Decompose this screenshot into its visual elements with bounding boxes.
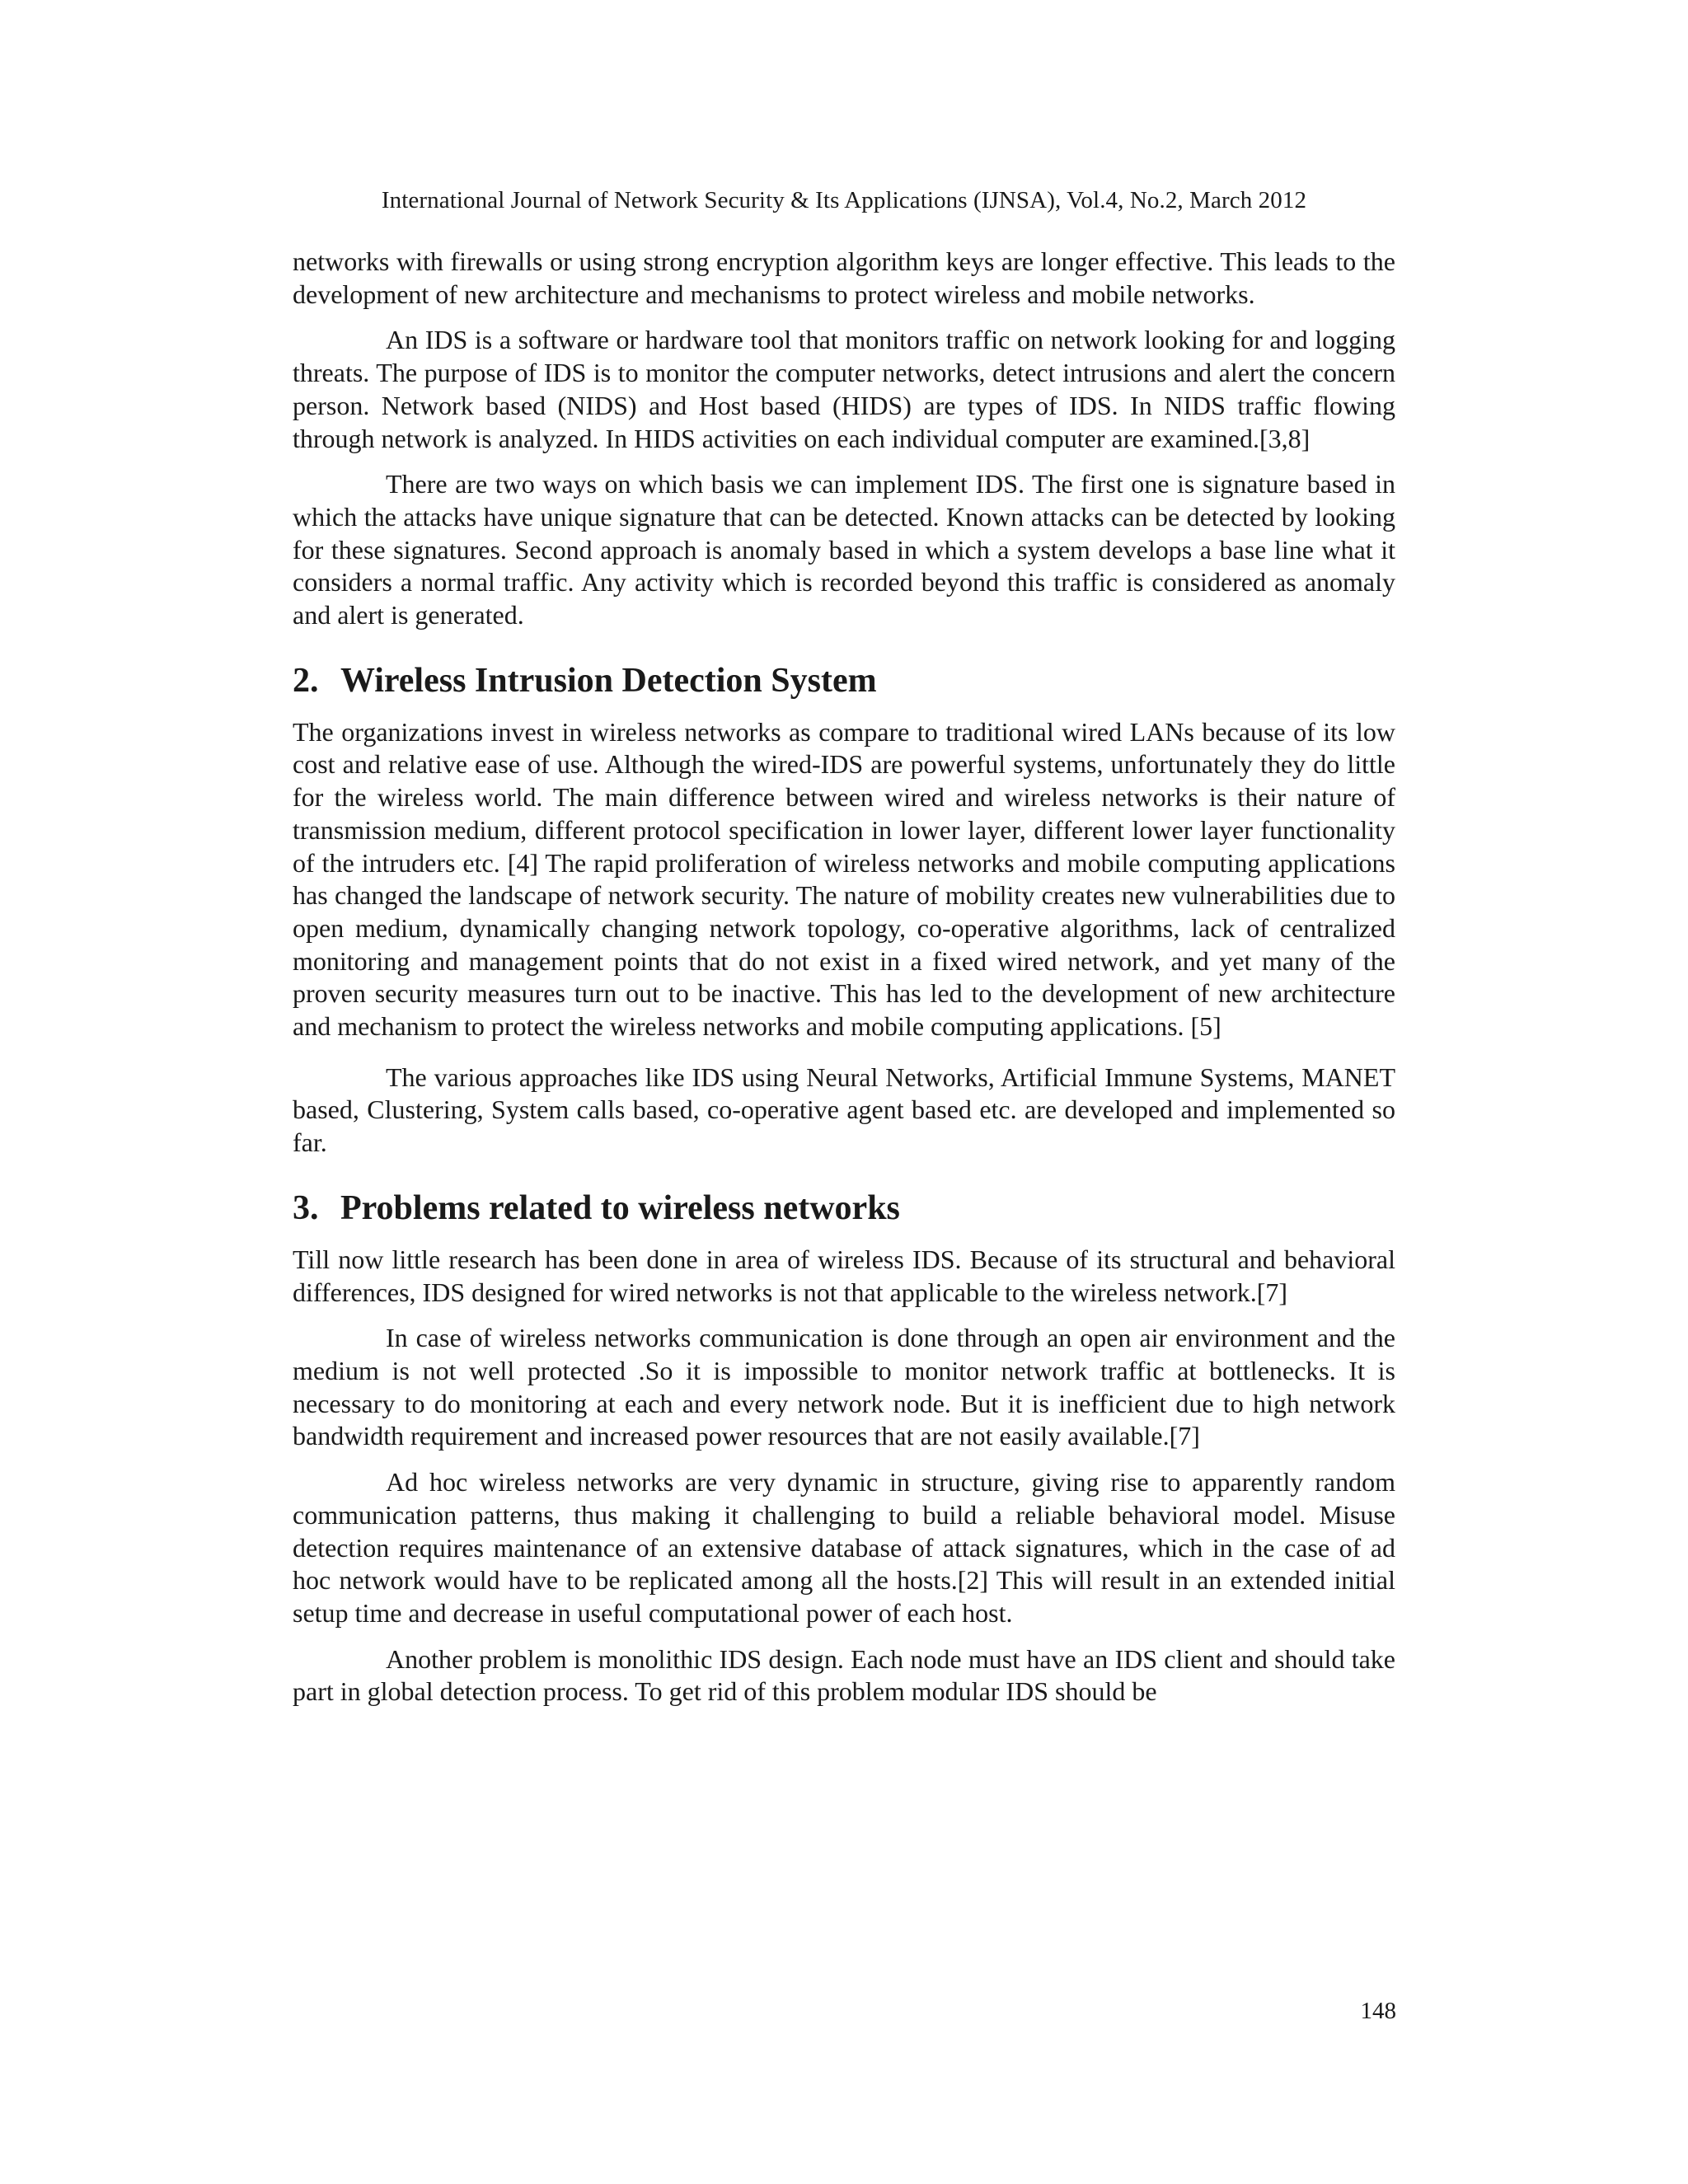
intro-paragraph-2: An IDS is a software or hardware tool that monitors traffic on network looking for and logging threats. The purpose of IDS is to monitor the computer networks, detect intrusions and alert the concern person. Network based (NIDS) and Host based (HIDS) are types of IDS. In NIDS traffic flowing through network is analyzed. In HIDS activities on each individual computer are examined.[3,8]: [293, 325, 1395, 453]
running-header: International Journal of Network Security & Its Applications (IJNSA), Vol.4, No.2, March 2012: [381, 187, 1307, 213]
body-text: [293, 246, 1395, 1708]
section-2-heading: [293, 660, 1395, 701]
section-2-paragraph-1: The organizations invest in wireless networks as compare to traditional wired LANs because of its low cost and relative ease of use. Although the wired-IDS are powerful systems, unfortunately they do little for the wireless world. The main difference between wired and wireless networks is their nature of transmission medium, different protocol specification in lower layer, different lower layer functionality of the intruders etc. [4] The rapid proliferation of wireless networks and mobile computing applications has changed the landscape of network security. The nature of mobility creates new vulnerabilities due to open medium, dynamically changing network topology, co-operative algorithms, lack of centralized monitoring and management points that do not exist in a fixed wired network, and yet many of the proven security measures turn out to be inactive. This has led to the development of new architecture and mechanism to protect the wireless networks and mobile computing applications. [5]: [293, 716, 1395, 1042]
section-2-paragraph-2: The various approaches like IDS using Neural Networks, Artificial Immune Systems, MANET based, Clustering, System calls based, co-operative agent based etc. are developed and implemented so far.: [293, 1062, 1395, 1158]
section-3-paragraph-1: Till now little research has been done in area of wireless IDS. Because of its structural and behavioral differences, IDS designed for wired networks is not that applicable to the wireless network.[7]: [293, 1244, 1395, 1307]
section-3-title: Problems related to wireless networks: [340, 1188, 900, 1227]
intro-paragraph-3: There are two ways on which basis we can implement IDS. The first one is signature based in which the attacks have unique signature that can be detected. Known attacks can be detected by looking for these signatures. Second approach is anomaly based in which a system develops a base line what it considers a normal traffic. Any activity which is recorded beyond this traffic is considered as anomaly and alert is generated.: [293, 469, 1395, 630]
section-2-number: 2.: [293, 661, 319, 700]
section-3-paragraph-3: Ad hoc wireless networks are very dynamic in structure, giving rise to apparently random communication patterns, thus making it challenging to build a reliable behavioral model. Misuse detection requires maintenance of an extensive database of attack signatures, which in the case of ad hoc network would have to be replicated among all the hosts.[2] This will result in an extended initial setup time and decrease in useful computational power of each host.: [293, 1467, 1395, 1628]
section-3-heading: [293, 1188, 1395, 1229]
page-number: 148: [1360, 1998, 1396, 2024]
section-3-paragraph-4: Another problem is monolithic IDS design. Each node must have an IDS client and should take part in global detection process. To get rid of this problem modular IDS should be: [293, 1643, 1395, 1707]
section-2-title: Wireless Intrusion Detection System: [340, 661, 877, 700]
intro-paragraph-1: networks with firewalls or using strong encryption algorithm keys are longer effective. This leads to the development of new architecture and mechanisms to protect wireless and mobile networks.: [293, 246, 1395, 309]
section-3-paragraph-2: In case of wireless networks communication is done through an open air environment and the medium is not well protected .So it is impossible to monitor network traffic at bottlenecks. It is necessary to do monitoring at each and every network node. But it is inefficient due to high network bandwidth requirement and increased power resources that are not easily available.[7]: [293, 1323, 1395, 1451]
section-3-number: 3.: [293, 1188, 319, 1227]
